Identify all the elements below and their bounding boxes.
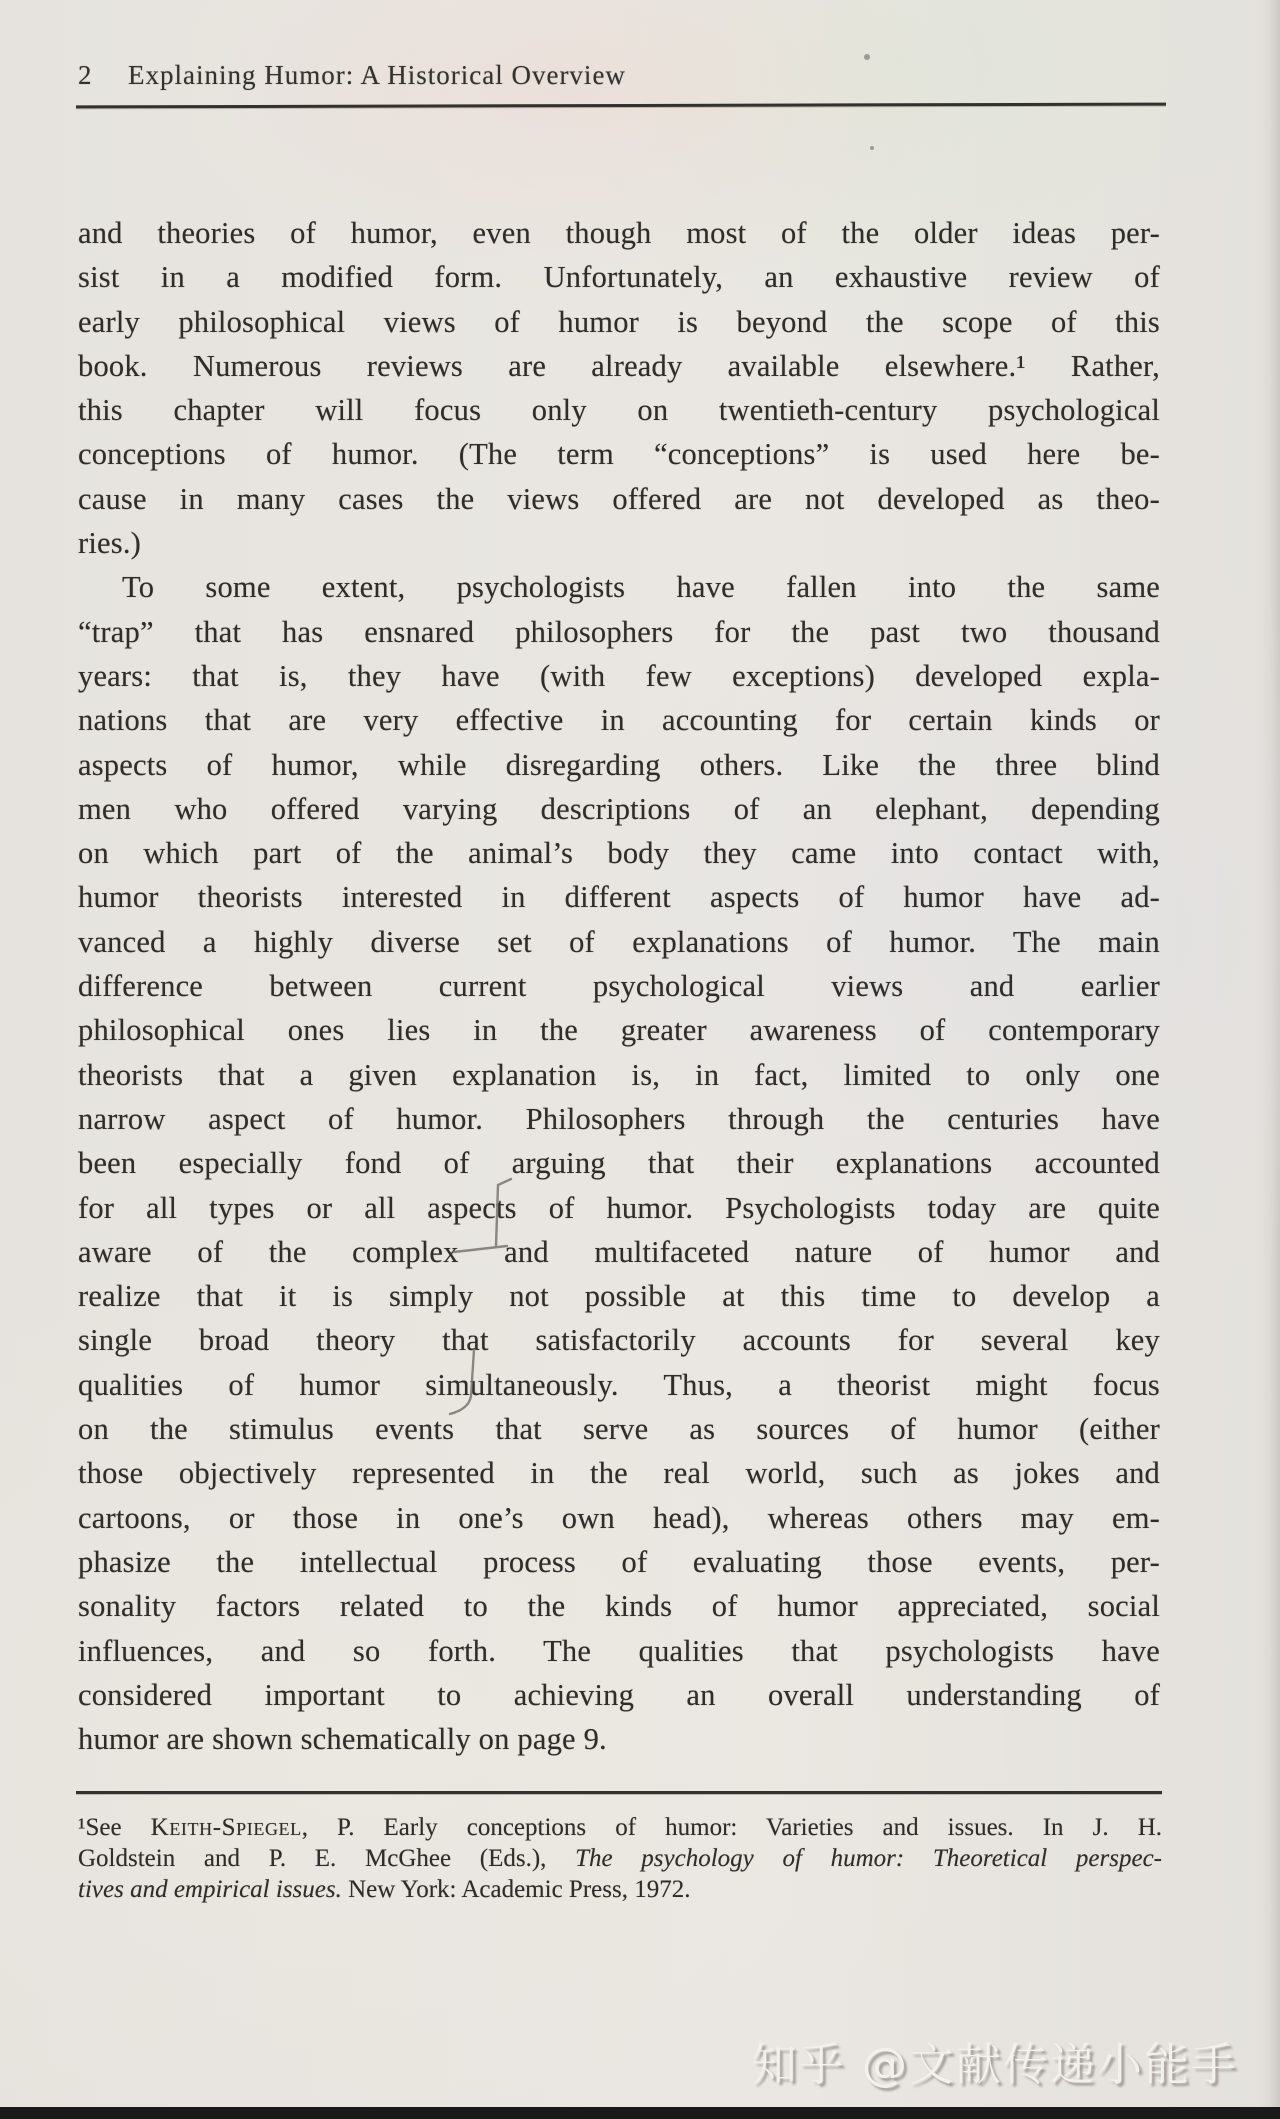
text-line: “trap” that has ensnared philosophers for the past two thousand [78,614,1160,649]
running-title: Explaining Humor: A Historical Overview [128,60,626,90]
text-line: To some extent, psychologists have fallen into the same [122,570,1160,605]
ink-speck [870,146,874,150]
text-line: ries.) [78,526,142,561]
text-line: this chapter will focus only on twentieth-century psychological [78,393,1160,428]
text-line: early philosophical views of humor is beyond the scope of this [78,304,1160,339]
footnote-book-title-italic: The psychology of humor: Theoretical perspec- [575,1845,1162,1872]
footnote-text: New York: Academic Press, 1972. [341,1876,691,1903]
footnote-author-smallcaps: Keith-Spiegel [150,1814,302,1841]
bottom-bar [0,2107,1280,2119]
text-line: theorists that a given explanation is, in fact, limited to only one [78,1057,1160,1092]
page-number: 2 [78,60,92,90]
footnote-line [78,1843,1162,1874]
text-line: book. Numerous reviews are already available elsewhere.¹ Rather, [78,348,1160,383]
footnote-line [78,1812,1162,1843]
footnote-book-title-italic: tives and empirical issues. [78,1876,342,1903]
text-line: qualities of humor simultaneously. Thus, a theorist might focus [78,1367,1160,1402]
paragraph-2 [78,565,1160,1761]
text-line: humor theorists interested in different aspects of humor have ad- [78,880,1160,915]
watermark: 知乎 @文献传递小能手 [751,2038,1238,2091]
text-line: on the stimulus events that serve as sources of humor (either [78,1412,1160,1447]
text-line: phasize the intellectual process of evaluating those events, per- [78,1544,1160,1579]
footnote-line [78,1874,1162,1905]
text-line: aspects of humor, while disregarding others. Like the three blind [78,747,1160,782]
text-line: been especially fond of arguing that their explanations accounted [78,1146,1160,1181]
text-line: sonality factors related to the kinds of humor appreciated, social [78,1589,1160,1624]
text-line: and theories of humor, even though most of the older ideas per- [78,216,1160,250]
text-line: realize that it is simply not possible at this time to develop a [78,1279,1160,1314]
text-line: cartoons, or those in one’s own head), whereas others may em- [78,1500,1160,1535]
text-line: men who offered varying descriptions of an elephant, depending [78,791,1160,826]
footnote-text: , P. Early conceptions of humor: Varieties and issues. In J. H. [301,1814,1162,1841]
text-line: those objectively represented in the real world, such as jokes and [78,1456,1160,1491]
footnote-text: ¹See [78,1814,151,1841]
text-line: cause in many cases the views offered are not developed as theo- [78,481,1160,516]
text-line: on which part of the animal’s body they came into contact with, [78,836,1160,871]
text-line: nations that are very effective in accounting for certain kinds or [78,703,1160,738]
text-line: years: that is, they have (with few exceptions) developed expla- [78,658,1160,693]
text-line: influences, and so forth. The qualities that psychologists have [78,1633,1160,1668]
page-header [78,60,1160,91]
text-line: humor are shown schematically on page 9. [78,1722,607,1757]
text-line: single broad theory that satisfactorily accounts for several key [78,1323,1160,1358]
footnote-text: Goldstein and P. E. McGhee (Eds.), [78,1845,576,1872]
text-line: conceptions of humor. (The term “conceptions” is used here be- [78,437,1160,472]
text-line: aware of the complex and multifaceted nature of humor and [78,1234,1160,1269]
text-line: narrow aspect of humor. Philosophers through the centuries have [78,1101,1160,1136]
text-line: considered important to achieving an overall understanding of [78,1677,1160,1712]
paragraph-1 [78,211,1160,565]
footnote-rule [76,1791,1162,1794]
text-line: difference between current psychological views and earlier [78,969,1160,1004]
page-body [78,211,1160,1761]
header-rule [76,103,1166,109]
text-line: for all types or all aspects of humor. Psychologists today are quite [78,1190,1160,1225]
text-line: vanced a highly diverse set of explanations of humor. The main [78,924,1160,959]
text-line: philosophical ones lies in the greater awareness of contemporary [78,1013,1160,1048]
footnote [78,1812,1162,1905]
text-line: sist in a modified form. Unfortunately, an exhaustive review of [78,260,1160,295]
